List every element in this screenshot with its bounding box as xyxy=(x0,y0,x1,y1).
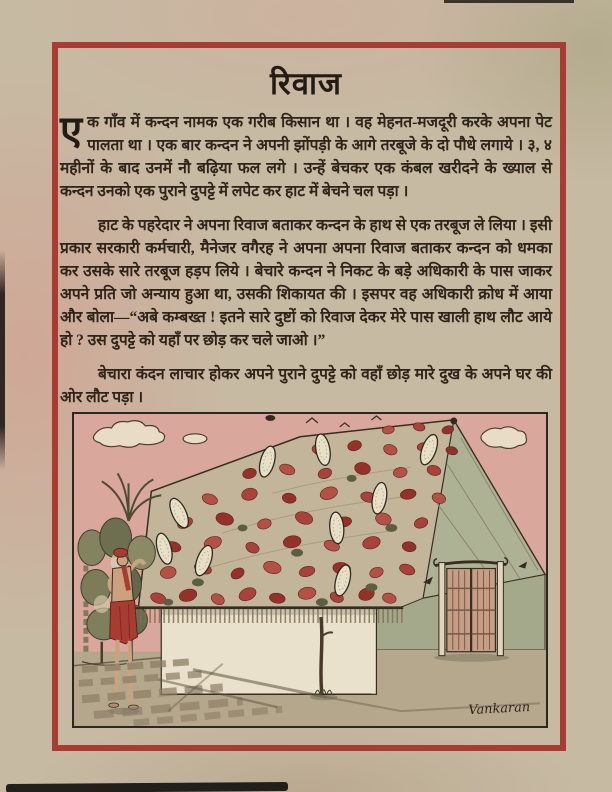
paragraph-1 xyxy=(60,108,552,203)
paragraph-1-text: क गाँव में कन्दन नामक एक गरीब किसान था । वह मेहनत-मजदूरी करके अपना पेट पालता था । एक बार कन्दन ने अपनी झोंपड़ी के आगे तरबूजे के दो पौधे लगाये । ३, ४ महीनों के बाद उनमें नौ बढ़िया फल लगे । उन्हें बेचकर एक कंबल खरीदने के ख्याल से कन्दन उनको एक पुराने दुपट्टे में लपेट कर हाट में बेचने चल पड़ा । xyxy=(60,114,552,200)
paragraph-3: बेचारा कंदन लाचार होकर अपने पुराने दुपट्टे को वहाँ छोड़ मारे दुख के अपने घर की ओर लौट पड़ा । xyxy=(60,366,552,406)
paragraph-2: हाट के पहरेदार ने अपना रिवाज बताकर कन्दन के हाथ से एक तरबूज ले लिया । इसी प्रकार सरकारी कर्मचारी, मैनेजर वगैरह ने अपना अपना रिवाज बताकर कन्दन को धमका कर उसके सारे तरबूज हड़प लिये । बेचारे कन्दन ने निकट के बड़े अधिकारी के पास जाकर अपने प्रति जो अन्याय हुआ था, उसकी शिकायत की । इसपर वह अधिकारी क्रोध में आया और बोला—“अबे कम्बख्त ! इतने सारे दुष्टों को रिवाज देकर मेरे पास खाली हाथ लौट आये हो ? उस दुपट्टे को यहाँ पर छोड़ कर चले जाओ ।” xyxy=(60,217,552,349)
scan-edge-left xyxy=(0,250,5,470)
illustration-canvas xyxy=(74,414,546,726)
drop-cap: ए xyxy=(60,108,83,153)
page-title: रिवाज xyxy=(270,66,342,101)
story-text-block xyxy=(60,108,552,420)
story-illustration xyxy=(72,412,548,728)
gate xyxy=(434,558,509,662)
scan-edge-top xyxy=(444,0,574,3)
scan-edge-bottom xyxy=(6,782,288,792)
artist-signature: Vankaran xyxy=(468,699,531,719)
